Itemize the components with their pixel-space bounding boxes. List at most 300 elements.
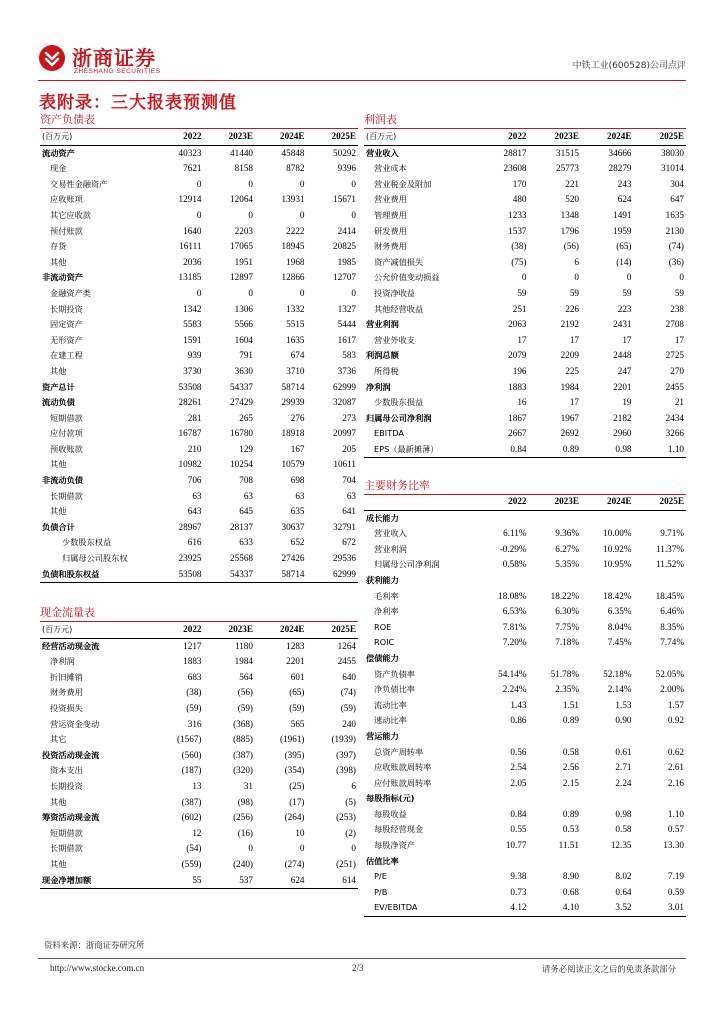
- row-label: 资本支出: [50, 765, 83, 776]
- row-value: 226: [565, 303, 579, 314]
- row-value: 19: [622, 397, 632, 408]
- ratios-table: [364, 494, 686, 917]
- table-row: [40, 763, 358, 779]
- row-label: 每股净资产: [374, 840, 415, 851]
- row-label: 归属母公司净利润: [374, 559, 440, 570]
- row-value: [581, 510, 634, 526]
- row-value: 10611: [333, 459, 356, 470]
- table-row: [40, 779, 358, 795]
- table-row: [40, 748, 358, 764]
- row-label: 偿债能力: [366, 652, 399, 663]
- row-value: 1.10: [667, 808, 684, 819]
- row-value: 223: [617, 303, 632, 314]
- row-value: [476, 791, 529, 807]
- row-value: 0.89: [529, 442, 582, 458]
- table-row: [364, 411, 686, 427]
- table-row: [40, 426, 358, 442]
- row-value: (16): [237, 827, 253, 838]
- row-value: [529, 729, 582, 745]
- row-value: 5566: [234, 319, 253, 330]
- row-value: 28967: [178, 521, 202, 532]
- row-value: 674: [290, 350, 305, 361]
- row-value: 2.14%: [607, 684, 632, 695]
- row-value: 40323: [178, 147, 202, 158]
- table-row: [40, 857, 358, 873]
- row-value: 2960: [613, 428, 632, 439]
- row-value: [476, 729, 529, 745]
- row-value: 23608: [503, 163, 527, 174]
- row-value: 0: [574, 272, 579, 283]
- row-value: 0: [626, 272, 632, 283]
- table-row: [40, 551, 358, 567]
- year-header: 2023E: [529, 494, 582, 510]
- row-value: 18918: [281, 428, 305, 439]
- row-label: 投资活动现金流: [42, 749, 100, 760]
- table-row: [40, 638, 358, 654]
- table-row: [40, 317, 358, 333]
- row-value: (368): [233, 718, 253, 729]
- row-value: 205: [342, 443, 356, 454]
- row-value: [634, 573, 687, 589]
- table-row: [364, 885, 686, 901]
- row-value: -0.29%: [499, 543, 527, 554]
- row-value: 6: [351, 780, 356, 791]
- row-value: 10579: [281, 459, 305, 470]
- row-value: 624: [617, 194, 632, 205]
- row-value: 50292: [333, 147, 356, 158]
- row-value: 20825: [333, 241, 356, 252]
- row-value: 18.08%: [498, 590, 527, 601]
- table-row: [364, 573, 686, 589]
- row-value: (59): [340, 702, 356, 713]
- row-value: 12866: [281, 272, 305, 283]
- row-value: 0.84: [476, 442, 529, 458]
- row-value: 2725: [665, 350, 684, 361]
- row-label: 经营活动现金流: [42, 640, 100, 651]
- row-value: 16111: [179, 241, 202, 252]
- row-label: 利润总额: [366, 350, 399, 361]
- row-value: 0.64: [615, 886, 632, 897]
- row-label: P/E: [374, 871, 387, 882]
- row-value: 0.98: [581, 442, 634, 458]
- row-value: 16: [517, 397, 527, 408]
- row-value: (36): [668, 256, 684, 267]
- row-value: 7.20%: [502, 637, 527, 648]
- row-value: 0: [351, 209, 356, 220]
- row-value: 10.95%: [603, 559, 632, 570]
- table-row: [40, 535, 358, 551]
- row-value: 1984: [234, 656, 253, 667]
- table-row: [40, 161, 358, 177]
- row-value: [634, 510, 687, 526]
- row-value: 13185: [178, 272, 202, 283]
- row-value: 1332: [286, 303, 305, 314]
- row-value: 53508: [178, 381, 202, 392]
- year-header: 2022: [476, 129, 529, 145]
- row-value: [581, 729, 634, 745]
- year-header: 2023E: [204, 622, 256, 638]
- row-value: 18.42%: [603, 590, 632, 601]
- row-value: 28279: [608, 163, 632, 174]
- row-label: 资产负债率: [374, 668, 415, 679]
- row-value: 2036: [183, 256, 202, 267]
- row-label: 其他: [50, 858, 67, 869]
- table-row: [364, 729, 686, 745]
- row-value: (395): [284, 749, 305, 760]
- row-value: 3630: [234, 365, 253, 376]
- row-value: 1867: [508, 412, 527, 423]
- row-value: 6: [574, 256, 579, 267]
- row-value: 8.35%: [660, 621, 684, 632]
- row-value: 2431: [613, 319, 632, 330]
- table-row: [40, 380, 358, 396]
- row-value: [529, 651, 582, 667]
- row-value: 1491: [613, 209, 632, 220]
- row-label: 现金净增加额: [40, 873, 152, 889]
- row-value: 1180: [234, 640, 253, 651]
- row-label: 营业收入: [374, 528, 407, 539]
- row-label: 毛利率: [374, 590, 399, 601]
- row-value: 2667: [508, 428, 527, 439]
- row-value: 520: [565, 194, 579, 205]
- row-label: 营业外收支: [374, 334, 415, 345]
- row-value: 270: [670, 365, 684, 376]
- row-label: 速动比率: [374, 715, 407, 726]
- table-row: [40, 732, 358, 748]
- row-value: [476, 573, 529, 589]
- row-value: 1306: [234, 303, 253, 314]
- row-value: (387): [181, 796, 202, 807]
- table-row: [40, 810, 358, 826]
- year-header: 2022: [152, 129, 204, 145]
- page-title: 表附录：三大报表预测值: [39, 93, 237, 113]
- row-label: 营业成本: [374, 163, 407, 174]
- row-label: 公允价值变动损益: [374, 272, 440, 283]
- row-value: 17: [674, 334, 684, 345]
- row-value: 3266: [665, 428, 684, 439]
- row-label: 在建工程: [50, 350, 83, 361]
- table-row: [364, 442, 686, 458]
- table-row: [40, 701, 358, 717]
- row-value: 27426: [281, 553, 305, 564]
- row-value: 6.30%: [555, 606, 579, 617]
- row-value: (59): [186, 702, 202, 713]
- table-row: [40, 286, 358, 302]
- row-value: 54.14%: [498, 668, 527, 679]
- row-value: (2): [345, 827, 356, 838]
- table-row: [40, 442, 358, 458]
- row-value: 537: [204, 873, 256, 889]
- document-tag: 中铁工业(600528)公司点评: [572, 61, 686, 71]
- row-value: [581, 651, 634, 667]
- row-value: 0.59: [667, 886, 684, 897]
- table-row: [364, 900, 686, 916]
- row-value: 0: [196, 209, 202, 220]
- row-label: 其他: [50, 256, 67, 267]
- row-value: 1796: [560, 225, 579, 236]
- row-value: [529, 510, 582, 526]
- row-value: (264): [284, 812, 305, 823]
- table-row: [40, 795, 358, 811]
- row-value: 52.05%: [655, 668, 684, 679]
- row-label: P/B: [374, 886, 388, 897]
- row-label: 负债和股东权益: [40, 567, 152, 583]
- row-value: 565: [290, 718, 305, 729]
- row-value: 641: [342, 506, 356, 517]
- row-value: 31014: [661, 163, 684, 174]
- row-value: 2414: [337, 225, 356, 236]
- table-row: [364, 224, 686, 240]
- row-value: 0.89: [562, 808, 579, 819]
- row-value: (187): [181, 765, 202, 776]
- row-value: 17: [569, 397, 579, 408]
- row-value: (256): [233, 812, 253, 823]
- row-value: 3736: [337, 365, 356, 376]
- row-value: 5583: [183, 319, 202, 330]
- table-row: [364, 745, 686, 761]
- row-value: [634, 854, 687, 870]
- year-header: 2025E: [634, 129, 687, 145]
- row-value: 59: [674, 287, 684, 298]
- table-row: [40, 224, 358, 240]
- row-value: 6.35%: [607, 606, 632, 617]
- table-row: [364, 557, 686, 573]
- row-value: 698: [290, 475, 305, 486]
- row-value: 0: [248, 209, 253, 220]
- row-label: 归属母公司净利润: [366, 412, 432, 423]
- row-value: 7621: [183, 163, 202, 174]
- row-value: 480: [512, 194, 527, 205]
- row-value: 0: [351, 843, 356, 854]
- row-label: 存货: [50, 241, 67, 252]
- row-value: 0: [248, 843, 253, 854]
- row-value: 21: [674, 397, 684, 408]
- footer-divider: [38, 958, 686, 959]
- row-value: 9396: [337, 163, 356, 174]
- row-value: 8158: [234, 163, 253, 174]
- row-value: 624: [255, 873, 307, 889]
- row-value: (560): [181, 749, 202, 760]
- table-header-row: [364, 129, 686, 145]
- row-value: 129: [239, 443, 253, 454]
- table-row: [40, 255, 358, 271]
- table-row: [364, 635, 686, 651]
- table-row: [40, 457, 358, 473]
- table-row: [40, 520, 358, 536]
- table-row: [364, 426, 686, 442]
- row-value: 170: [512, 178, 527, 189]
- row-value: (602): [181, 812, 202, 823]
- row-value: 59: [517, 287, 527, 298]
- table-row: [40, 826, 358, 842]
- row-label: 资产总计: [42, 381, 75, 392]
- row-value: 13: [192, 780, 202, 791]
- row-value: 196: [512, 365, 527, 376]
- row-value: 12914: [178, 194, 202, 205]
- row-value: 59: [569, 287, 579, 298]
- unit-label: [364, 494, 476, 510]
- row-label: EBITDA: [374, 428, 404, 439]
- row-value: 0.62: [667, 746, 684, 757]
- row-value: 2448: [613, 350, 632, 361]
- table-row: [40, 873, 358, 889]
- row-label: 每股经营现金: [374, 824, 424, 835]
- row-value: 29939: [281, 397, 305, 408]
- row-value: (65): [616, 241, 632, 252]
- row-value: 20997: [333, 428, 356, 439]
- row-value: 10254: [230, 459, 253, 470]
- row-value: 55: [152, 873, 204, 889]
- table-row: [364, 161, 686, 177]
- table-row: [364, 208, 686, 224]
- row-value: (1567): [177, 734, 202, 745]
- row-label: 流动负债: [42, 397, 75, 408]
- cash-flow-table: [40, 622, 358, 889]
- row-value: 238: [670, 303, 684, 314]
- row-label: 获利能力: [366, 574, 399, 585]
- row-value: 10: [295, 827, 305, 838]
- row-value: 45848: [281, 147, 305, 158]
- row-label: 净利润: [50, 656, 75, 667]
- row-value: 304: [670, 178, 684, 189]
- row-value: 0: [248, 287, 253, 298]
- row-value: 18.45%: [655, 590, 684, 601]
- row-value: (1939): [331, 734, 356, 745]
- row-value: 31515: [556, 147, 579, 158]
- table-row: [364, 302, 686, 318]
- disclaimer-note: 请务必阅读正文之后的免责条款部分: [542, 964, 676, 974]
- row-value: 2692: [560, 428, 579, 439]
- row-value: 0.84: [510, 808, 527, 819]
- row-label: 其他: [50, 365, 67, 376]
- row-value: (74): [340, 687, 356, 698]
- row-label: 长期投资: [50, 780, 83, 791]
- row-label: 净负债比率: [374, 684, 415, 695]
- row-value: 10982: [178, 459, 202, 470]
- table-row: [364, 239, 686, 255]
- row-value: 11.37%: [656, 543, 684, 554]
- row-value: 29536: [333, 553, 356, 564]
- row-value: 12707: [333, 272, 356, 283]
- table-row: [40, 192, 358, 208]
- row-value: 31: [243, 780, 253, 791]
- table-row: [40, 717, 358, 733]
- row-value: 0.86: [510, 715, 527, 726]
- row-value: 18.22%: [550, 590, 579, 601]
- table-header-row: [40, 622, 358, 638]
- row-value: 5444: [337, 319, 356, 330]
- table-row: [364, 542, 686, 558]
- row-value: 3.01: [634, 900, 687, 916]
- row-label: 长期投资: [50, 303, 83, 314]
- year-header: 2024E: [255, 129, 307, 145]
- year-header: 2024E: [255, 622, 307, 638]
- website-link[interactable]: http://www.stocke.com.cn: [50, 963, 145, 973]
- row-label: 成长能力: [366, 512, 399, 523]
- row-value: 0: [351, 287, 356, 298]
- row-value: 210: [187, 443, 202, 454]
- row-value: 18945: [281, 241, 305, 252]
- row-value: 0.98: [615, 808, 632, 819]
- row-label: 金融资产类: [50, 287, 91, 298]
- row-label: 其他: [50, 796, 67, 807]
- table-row: [364, 364, 686, 380]
- table-row: [40, 654, 358, 670]
- row-value: 63: [243, 490, 253, 501]
- row-label: 所得税: [374, 365, 399, 376]
- table-row: [364, 822, 686, 838]
- logo-text: 浙商证券: [72, 46, 156, 70]
- row-value: 2455: [337, 656, 356, 667]
- row-value: [476, 651, 529, 667]
- row-value: (559): [181, 858, 202, 869]
- row-value: (354): [284, 765, 305, 776]
- row-label: 每股指标(元): [366, 793, 415, 804]
- table-row: [364, 682, 686, 698]
- header-divider: [38, 80, 686, 81]
- row-value: 63: [346, 490, 356, 501]
- row-value: 32791: [333, 521, 356, 532]
- row-value: 0: [521, 272, 527, 283]
- row-value: 12897: [230, 272, 253, 283]
- unit-label: (百万元): [364, 129, 476, 145]
- row-value: 28817: [503, 147, 527, 158]
- row-value: 34666: [608, 147, 632, 158]
- row-value: (14): [616, 256, 632, 267]
- row-label: 筹资活动现金流: [42, 812, 100, 823]
- row-value: 8782: [286, 163, 305, 174]
- row-value: 2.15: [562, 777, 579, 788]
- row-value: 6.27%: [555, 543, 579, 554]
- row-value: 10.92%: [603, 543, 632, 554]
- row-value: 7.45%: [607, 637, 632, 648]
- row-value: 281: [187, 412, 202, 423]
- row-value: 11.52%: [656, 559, 684, 570]
- table-row: [364, 698, 686, 714]
- row-label: 长期借款: [50, 490, 83, 501]
- row-value: 2.61: [667, 762, 684, 773]
- row-value: 11.51: [558, 840, 579, 851]
- row-value: 4.12: [476, 900, 529, 916]
- row-value: 0: [299, 843, 305, 854]
- row-value: 0: [299, 178, 305, 189]
- row-value: (59): [289, 702, 305, 713]
- row-value: [634, 729, 687, 745]
- row-label: 营业税金及附加: [374, 178, 432, 189]
- row-value: 38030: [661, 147, 684, 158]
- row-value: 12: [192, 827, 202, 838]
- row-value: 652: [290, 537, 305, 548]
- table-row: [40, 208, 358, 224]
- row-value: (251): [336, 858, 356, 869]
- table-row: [364, 604, 686, 620]
- income-statement-title: 利润表: [364, 113, 686, 129]
- row-value: 1283: [286, 640, 305, 651]
- page-number: 2/3: [352, 963, 364, 973]
- row-value: 0: [679, 272, 684, 283]
- row-value: 13931: [281, 194, 305, 205]
- row-value: 16780: [230, 428, 253, 439]
- table-row: [40, 177, 358, 193]
- row-value: 2201: [286, 656, 305, 667]
- row-label: 应收账项: [50, 194, 83, 205]
- table-row: [364, 838, 686, 854]
- row-value: 316: [187, 718, 202, 729]
- table-row: [40, 567, 358, 583]
- zheshang-logo-icon: [38, 44, 66, 72]
- row-value: 601: [290, 671, 305, 682]
- row-label: 非流动资产: [42, 272, 83, 283]
